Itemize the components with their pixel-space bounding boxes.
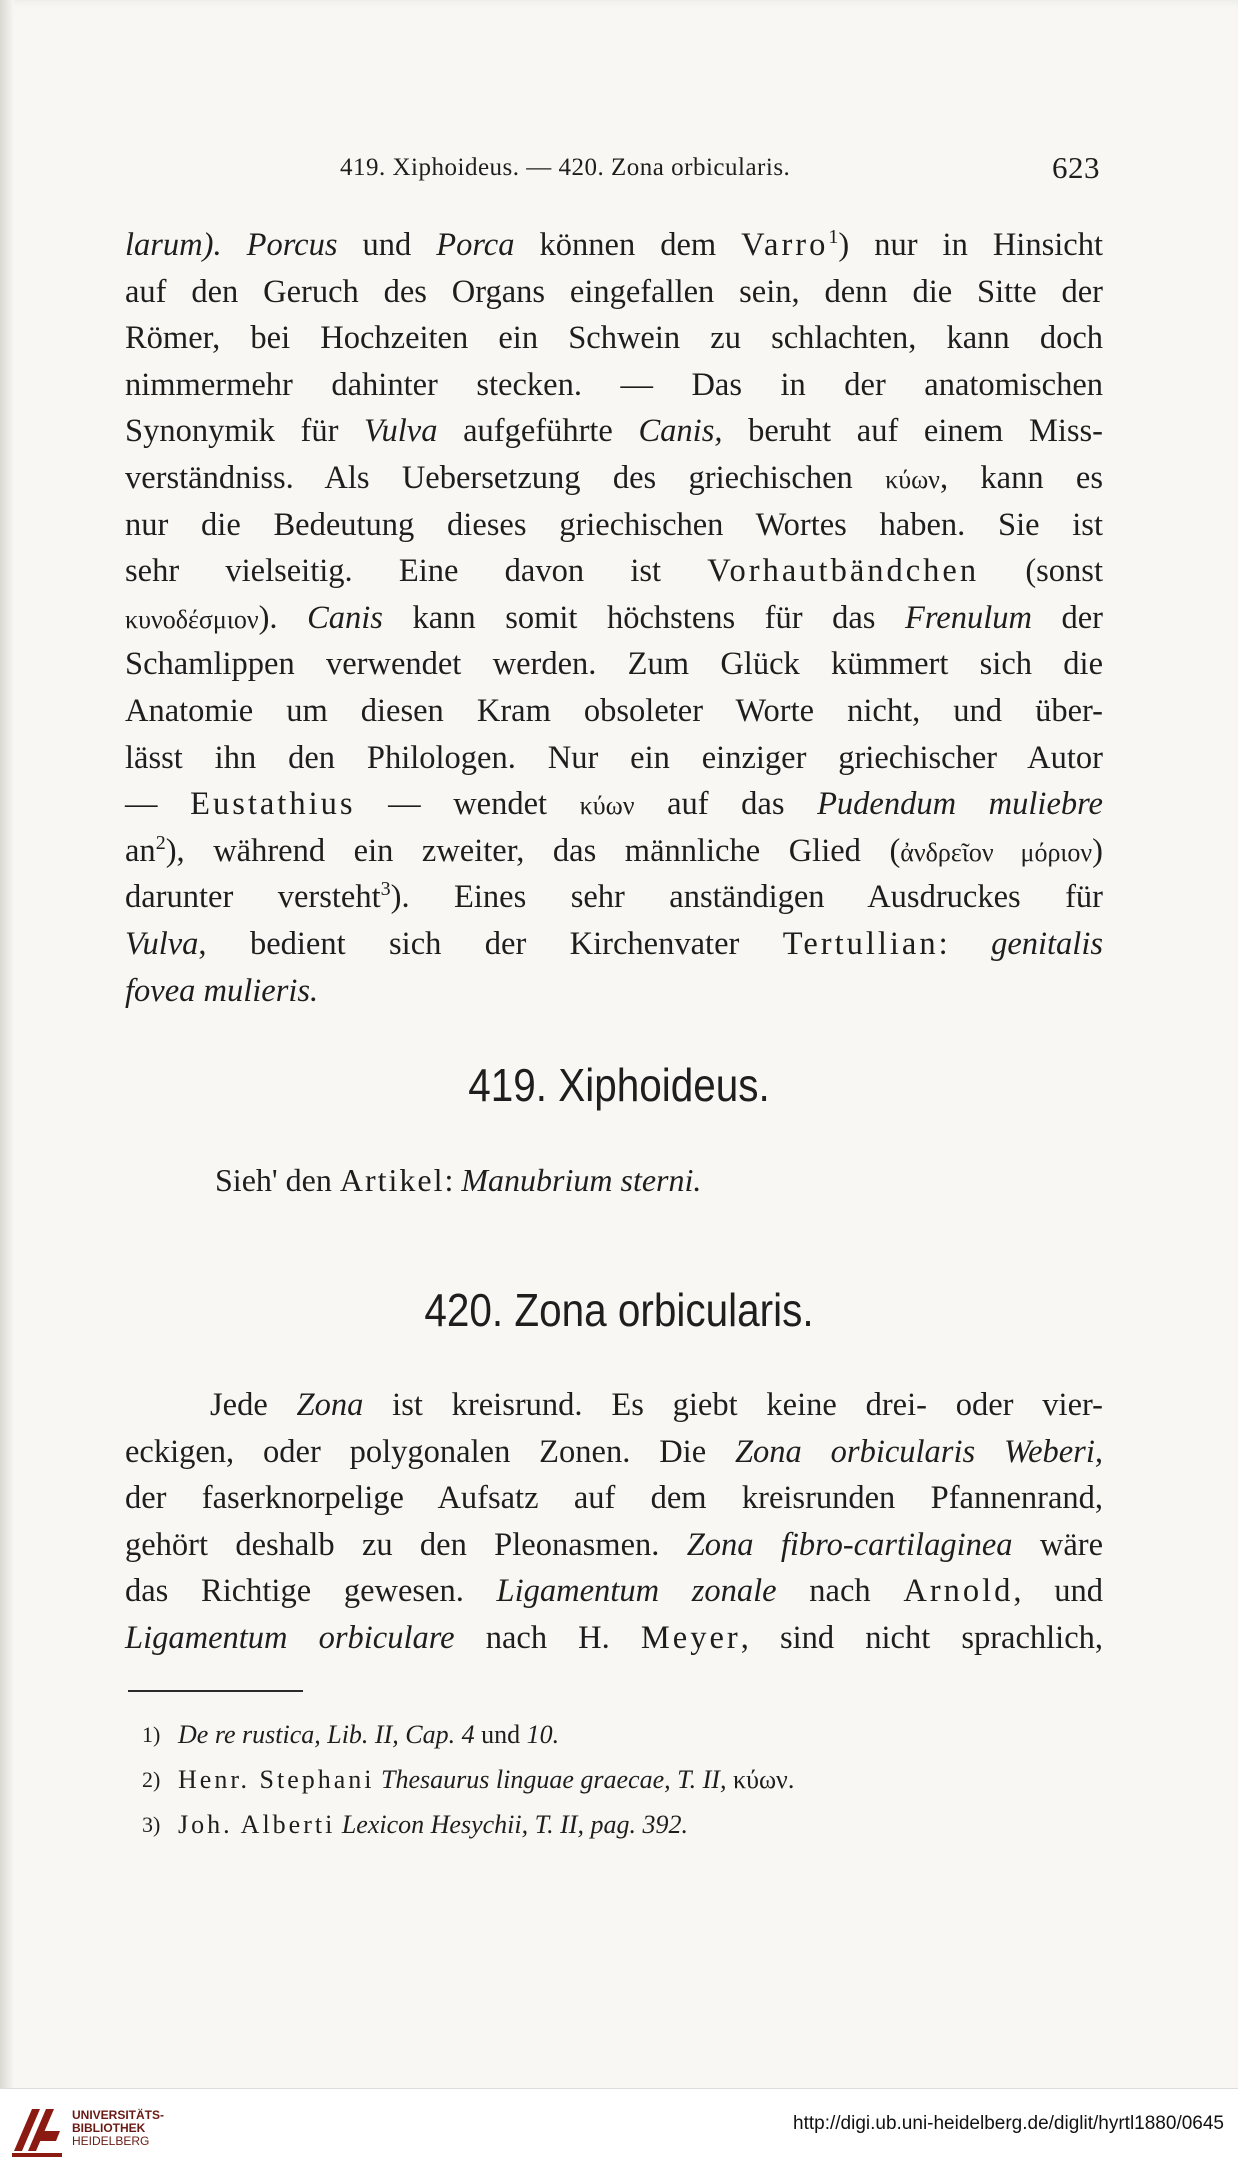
text-run: Varro — [741, 227, 829, 263]
library-name-line: UNIVERSITÄTS- — [72, 2108, 165, 2122]
text-run: : — [938, 925, 992, 962]
text-run: an — [125, 832, 156, 869]
footnote-ref: 3 — [380, 878, 391, 901]
text-line — [125, 874, 1103, 921]
text-line — [125, 1522, 1103, 1569]
text-run: das Richtige gewesen. — [125, 1573, 497, 1610]
text-run: wäre — [1012, 1526, 1103, 1563]
text-run: Synonymik für — [125, 413, 365, 450]
text-run: Zona orbicularis Weberi, — [734, 1433, 1103, 1470]
text-line: der faserknorpelige Aufsatz auf dem kreisrunden Pfannenrand, — [125, 1480, 1103, 1517]
running-head — [125, 150, 1100, 190]
text-line — [125, 408, 1103, 455]
text-line — [125, 548, 1103, 595]
text-run: Pudendum muliebre — [817, 786, 1103, 823]
text-line — [125, 1568, 1103, 1615]
text-run: fovea mulieris. — [125, 972, 319, 1009]
text-run: 10. — [526, 1720, 560, 1749]
greek-text: κύων. — [726, 1765, 795, 1794]
text-run: darunter versteht — [125, 879, 381, 916]
text-run: Jede — [210, 1387, 297, 1423]
footnote-mark: 2) — [142, 1767, 161, 1792]
text-run: Porcus — [246, 227, 338, 263]
text-run: , und — [1013, 1573, 1103, 1610]
text-line — [125, 968, 1103, 1015]
footnote-ref: 1 — [828, 226, 839, 249]
text-line — [125, 781, 1103, 828]
text-run: ), während ein zweiter, das männliche Glied ( — [165, 832, 901, 869]
text-line — [125, 1382, 1103, 1429]
greek-text: κυνοδέσμιον — [125, 604, 259, 634]
text-run: Joh. Alberti — [178, 1810, 336, 1839]
section-heading-419: 419. Xiphoideus. — [468, 1059, 770, 1111]
text-run: ). — [258, 599, 308, 636]
footnote-divider — [128, 1690, 303, 1692]
text-run: auf das — [634, 786, 818, 823]
text-run: und — [337, 227, 437, 263]
text-run: De re rustica, Lib. II, Cap. 4 — [178, 1720, 475, 1749]
text-run: können dem — [514, 227, 742, 263]
text-line: lässt ihn den Philologen. Nur ein einziger griechischer Autor — [125, 739, 1103, 776]
text-run: Arnold — [903, 1573, 1014, 1610]
text-run: Artikel — [339, 1162, 445, 1198]
text-run: nach H. — [454, 1619, 641, 1656]
text-run: gehört deshalb zu den Pleonasmen. — [125, 1526, 687, 1563]
text-run: — — [125, 786, 191, 823]
text-run: beruht auf einem Miss- — [722, 413, 1103, 450]
page-edge-shadow — [0, 0, 14, 2169]
footnote-3 — [142, 1802, 1078, 1847]
text-run: verständniss. Als Uebersetzung des griechischen — [125, 459, 886, 496]
text-run: Tertullian — [782, 925, 939, 962]
text-run: Canis, — [638, 413, 723, 450]
section-heading-420: 420. Zona orbicularis. — [424, 1284, 814, 1336]
text-run: — wendet — [355, 786, 580, 823]
text-line: Anatomie um diesen Kram obsoleter Worte nicht, und über- — [125, 692, 1103, 729]
text-run: Manubrium sterni. — [461, 1162, 702, 1198]
text-run: Vulva — [125, 925, 199, 962]
text-run: ist kreisrund. Es giebt keine drei- oder vier- — [363, 1387, 1103, 1423]
permalink-url[interactable]: http://digi.ub.uni-heidelberg.de/diglit/hyrtl1880/0645 — [793, 2113, 1224, 2134]
footnotes — [142, 1712, 1078, 1847]
text-run: ) — [1092, 832, 1103, 869]
text-run: Vulva — [364, 413, 438, 450]
text-run: Porca — [436, 227, 515, 263]
library-name-line: BIBLIOTHEK — [72, 2121, 146, 2135]
text-run: kann somit höchstens für das — [382, 599, 905, 636]
page-number: 623 — [1052, 150, 1100, 185]
footnote-mark: 1) — [142, 1722, 161, 1747]
text-run: Sieh' den — [215, 1162, 340, 1198]
text-run: Eustathius — [190, 786, 356, 823]
text-run: , bedient sich der Kirchenvater — [198, 925, 783, 962]
text-run: Lexicon Hesychii, T. II, pag. 392. — [341, 1810, 688, 1839]
text-line — [125, 455, 1103, 502]
text-run: genitalis — [991, 925, 1104, 962]
text-run: Canis — [307, 599, 383, 636]
text-run: : — [444, 1162, 462, 1198]
text-run: ) nur in Hinsicht — [838, 227, 1103, 263]
greek-text: ἀνδρεῖον μόριον — [900, 837, 1093, 867]
text-run: Frenulum — [904, 599, 1032, 636]
footnote-mark: 3) — [142, 1812, 161, 1837]
text-line: Schamlippen verwendet werden. Zum Glück kümmert sich die — [125, 646, 1103, 683]
text-run: der — [1031, 599, 1103, 636]
text-line — [125, 828, 1103, 875]
text-run: aufgeführte — [437, 413, 639, 450]
digitization-footer — [0, 2088, 1238, 2170]
library-name — [72, 2109, 164, 2148]
text-run: Ligamentum zonale — [496, 1573, 777, 1610]
text-line: nur die Bedeutung dieses griechischen Wortes haben. Sie ist — [125, 506, 1103, 543]
text-run: Henr. Stephani — [178, 1765, 375, 1794]
text-line — [125, 222, 1103, 269]
text-line — [125, 595, 1103, 642]
text-run: Zona — [296, 1387, 364, 1423]
text-run: ). Eines sehr anständigen Ausdruckes für — [390, 879, 1104, 916]
text-run: und — [474, 1720, 527, 1749]
library-seal-icon — [10, 2101, 65, 2159]
text-line: auf den Geruch des Organs eingefallen sein, denn die Sitte der — [125, 273, 1103, 310]
greek-text: κύων — [579, 791, 635, 821]
running-title: 419. Xiphoideus. — 420. Zona orbicularis. — [340, 154, 791, 181]
greek-text: κύων — [885, 464, 940, 494]
text-run: Vorhautbändchen — [707, 553, 980, 590]
text-line — [125, 921, 1103, 968]
text-run: Thesaurus linguae graecae, T. II, — [381, 1765, 727, 1794]
text-run: sehr vielseitig. Eine davon ist — [125, 553, 708, 590]
text-run: larum). — [125, 227, 247, 263]
footnote-1 — [142, 1712, 1078, 1757]
text-run: Ligamentum orbiculare — [125, 1619, 455, 1656]
footnote-ref: 2 — [155, 831, 166, 854]
text-run: , kann es — [939, 459, 1103, 496]
footnote-2 — [142, 1757, 1078, 1802]
text-line — [125, 1615, 1103, 1662]
text-run: Meyer — [640, 1619, 741, 1656]
text-run: (sonst — [979, 553, 1103, 590]
text-line — [125, 1429, 1103, 1476]
text-run: nach — [776, 1573, 904, 1610]
text-line: Römer, bei Hochzeiten ein Schwein zu schlachten, kann doch — [125, 320, 1103, 357]
text-run: eckigen, oder polygonalen Zonen. Die — [125, 1433, 735, 1470]
cross-reference — [215, 1162, 701, 1199]
paragraph-1 — [125, 222, 1103, 1014]
paragraph-2 — [125, 1382, 1103, 1662]
library-name-line: HEIDELBERG — [72, 2134, 150, 2148]
text-run: , sind nicht sprachlich, — [740, 1619, 1104, 1656]
text-line: nimmermehr dahinter stecken. — Das in der anatomischen — [125, 366, 1103, 403]
text-run: Zona fibro-cartilaginea — [686, 1526, 1013, 1563]
